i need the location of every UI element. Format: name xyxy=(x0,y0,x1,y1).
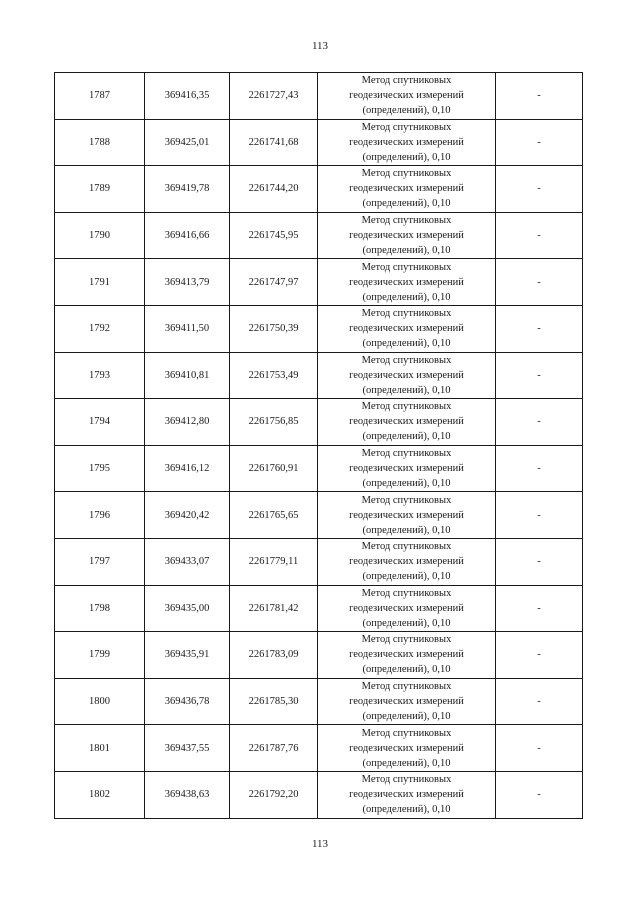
method-line: (определений), 0,10 xyxy=(362,245,451,257)
table-row xyxy=(55,119,583,166)
method-line: (определений), 0,10 xyxy=(362,105,451,117)
method-line: Метод спутниковых xyxy=(361,541,452,553)
point-number-cell: 1798 xyxy=(55,585,145,632)
x-coordinate-cell: 369435,00 xyxy=(145,585,230,632)
dash-cell: - xyxy=(496,166,583,213)
method-cell xyxy=(318,166,496,213)
method-cell xyxy=(318,212,496,259)
method-line: (определений), 0,10 xyxy=(362,384,451,396)
method-line: геодезических измерений xyxy=(349,276,464,288)
y-coordinate-cell: 2261781,42 xyxy=(230,585,318,632)
method-line: Метод спутниковых xyxy=(361,634,452,646)
table-row xyxy=(55,585,583,632)
method-line: Метод спутниковых xyxy=(361,727,452,739)
method-cell xyxy=(318,259,496,306)
point-number-cell: 1793 xyxy=(55,352,145,399)
method-cell xyxy=(318,585,496,632)
method-line: геодезических измерений xyxy=(349,696,464,708)
table-row xyxy=(55,538,583,585)
point-number-cell: 1789 xyxy=(55,166,145,213)
method-line: Метод спутниковых xyxy=(361,681,452,693)
method-line: (определений), 0,10 xyxy=(362,151,451,163)
table-row xyxy=(55,166,583,213)
dash-cell: - xyxy=(496,585,583,632)
method-line: геодезических измерений xyxy=(349,742,464,754)
point-number-cell: 1800 xyxy=(55,678,145,725)
method-line: геодезических измерений xyxy=(349,789,464,801)
method-cell xyxy=(318,632,496,679)
x-coordinate-cell: 369438,63 xyxy=(145,771,230,818)
y-coordinate-cell: 2261741,68 xyxy=(230,119,318,166)
coordinates-table xyxy=(54,72,583,819)
method-cell xyxy=(318,119,496,166)
method-line: геодезических измерений xyxy=(349,602,464,614)
method-line: геодезических измерений xyxy=(349,369,464,381)
method-line: Метод спутниковых xyxy=(361,354,452,366)
method-cell xyxy=(318,305,496,352)
method-line: Метод спутниковых xyxy=(361,308,452,320)
x-coordinate-cell: 369436,78 xyxy=(145,678,230,725)
table-row xyxy=(55,725,583,772)
method-cell xyxy=(318,725,496,772)
y-coordinate-cell: 2261753,49 xyxy=(230,352,318,399)
method-line: (определений), 0,10 xyxy=(362,571,451,583)
y-coordinate-cell: 2261765,65 xyxy=(230,492,318,539)
x-coordinate-cell: 369411,50 xyxy=(145,305,230,352)
y-coordinate-cell: 2261792,20 xyxy=(230,771,318,818)
point-number-cell: 1791 xyxy=(55,259,145,306)
x-coordinate-cell: 369425,01 xyxy=(145,119,230,166)
dash-cell: - xyxy=(496,771,583,818)
method-cell xyxy=(318,399,496,446)
method-line: Метод спутниковых xyxy=(361,774,452,786)
y-coordinate-cell: 2261779,11 xyxy=(230,538,318,585)
point-number-cell: 1790 xyxy=(55,212,145,259)
y-coordinate-cell: 2261750,39 xyxy=(230,305,318,352)
method-line: геодезических измерений xyxy=(349,509,464,521)
dash-cell: - xyxy=(496,119,583,166)
method-line: Метод спутниковых xyxy=(361,168,452,180)
method-line: Метод спутниковых xyxy=(361,75,452,87)
table-row xyxy=(55,678,583,725)
y-coordinate-cell: 2261760,91 xyxy=(230,445,318,492)
method-line: геодезических измерений xyxy=(349,90,464,102)
point-number-cell: 1795 xyxy=(55,445,145,492)
dash-cell: - xyxy=(496,678,583,725)
method-line: геодезических измерений xyxy=(349,463,464,475)
y-coordinate-cell: 2261745,95 xyxy=(230,212,318,259)
page-number-top: 113 xyxy=(311,40,329,52)
method-line: (определений), 0,10 xyxy=(362,431,451,443)
method-line: (определений), 0,10 xyxy=(362,524,451,536)
table-row xyxy=(55,305,583,352)
method-line: (определений), 0,10 xyxy=(362,338,451,350)
dash-cell: - xyxy=(496,212,583,259)
dash-cell: - xyxy=(496,632,583,679)
x-coordinate-cell: 369437,55 xyxy=(145,725,230,772)
method-line: (определений), 0,10 xyxy=(362,711,451,723)
table-row xyxy=(55,632,583,679)
x-coordinate-cell: 369416,35 xyxy=(145,73,230,120)
y-coordinate-cell: 2261787,76 xyxy=(230,725,318,772)
method-line: (определений), 0,10 xyxy=(362,757,451,769)
method-line: Метод спутниковых xyxy=(361,401,452,413)
table-row xyxy=(55,771,583,818)
x-coordinate-cell: 369435,91 xyxy=(145,632,230,679)
dash-cell: - xyxy=(496,492,583,539)
table-row xyxy=(55,352,583,399)
table-row xyxy=(55,73,583,120)
method-cell xyxy=(318,538,496,585)
method-line: геодезических измерений xyxy=(349,649,464,661)
point-number-cell: 1802 xyxy=(55,771,145,818)
dash-cell: - xyxy=(496,538,583,585)
method-line: геодезических измерений xyxy=(349,230,464,242)
point-number-cell: 1801 xyxy=(55,725,145,772)
method-line: геодезических измерений xyxy=(349,556,464,568)
x-coordinate-cell: 369419,78 xyxy=(145,166,230,213)
method-cell xyxy=(318,352,496,399)
method-line: геодезических измерений xyxy=(349,323,464,335)
dash-cell: - xyxy=(496,399,583,446)
method-cell xyxy=(318,678,496,725)
method-cell xyxy=(318,771,496,818)
table-row xyxy=(55,259,583,306)
point-number-cell: 1794 xyxy=(55,399,145,446)
y-coordinate-cell: 2261744,20 xyxy=(230,166,318,213)
method-line: (определений), 0,10 xyxy=(362,664,451,676)
page-number-bottom: 113 xyxy=(311,838,329,850)
x-coordinate-cell: 369412,80 xyxy=(145,399,230,446)
table-row xyxy=(55,492,583,539)
method-line: (определений), 0,10 xyxy=(362,804,451,816)
y-coordinate-cell: 2261727,43 xyxy=(230,73,318,120)
method-line: Метод спутниковых xyxy=(361,215,452,227)
x-coordinate-cell: 369416,66 xyxy=(145,212,230,259)
method-line: геодезических измерений xyxy=(349,183,464,195)
method-line: геодезических измерений xyxy=(349,416,464,428)
dash-cell: - xyxy=(496,445,583,492)
x-coordinate-cell: 369433,07 xyxy=(145,538,230,585)
point-number-cell: 1788 xyxy=(55,119,145,166)
y-coordinate-cell: 2261756,85 xyxy=(230,399,318,446)
method-line: (определений), 0,10 xyxy=(362,291,451,303)
dash-cell: - xyxy=(496,73,583,120)
method-line: Метод спутниковых xyxy=(361,261,452,273)
y-coordinate-cell: 2261747,97 xyxy=(230,259,318,306)
table-row xyxy=(55,399,583,446)
table-row xyxy=(55,445,583,492)
method-line: (определений), 0,10 xyxy=(362,198,451,210)
method-line: Метод спутниковых xyxy=(361,121,452,133)
x-coordinate-cell: 369410,81 xyxy=(145,352,230,399)
dash-cell: - xyxy=(496,305,583,352)
point-number-cell: 1796 xyxy=(55,492,145,539)
dash-cell: - xyxy=(496,725,583,772)
point-number-cell: 1792 xyxy=(55,305,145,352)
method-cell xyxy=(318,492,496,539)
dash-cell: - xyxy=(496,352,583,399)
method-cell xyxy=(318,73,496,120)
table-row xyxy=(55,212,583,259)
method-line: геодезических измерений xyxy=(349,136,464,148)
point-number-cell: 1797 xyxy=(55,538,145,585)
point-number-cell: 1799 xyxy=(55,632,145,679)
method-line: (определений), 0,10 xyxy=(362,478,451,490)
x-coordinate-cell: 369420,42 xyxy=(145,492,230,539)
method-line: Метод спутниковых xyxy=(361,494,452,506)
x-coordinate-cell: 369416,12 xyxy=(145,445,230,492)
point-number-cell: 1787 xyxy=(55,73,145,120)
y-coordinate-cell: 2261783,09 xyxy=(230,632,318,679)
method-line: Метод спутниковых xyxy=(361,587,452,599)
dash-cell: - xyxy=(496,259,583,306)
x-coordinate-cell: 369413,79 xyxy=(145,259,230,306)
method-line: (определений), 0,10 xyxy=(362,617,451,629)
method-cell xyxy=(318,445,496,492)
y-coordinate-cell: 2261785,30 xyxy=(230,678,318,725)
method-line: Метод спутниковых xyxy=(361,448,452,460)
